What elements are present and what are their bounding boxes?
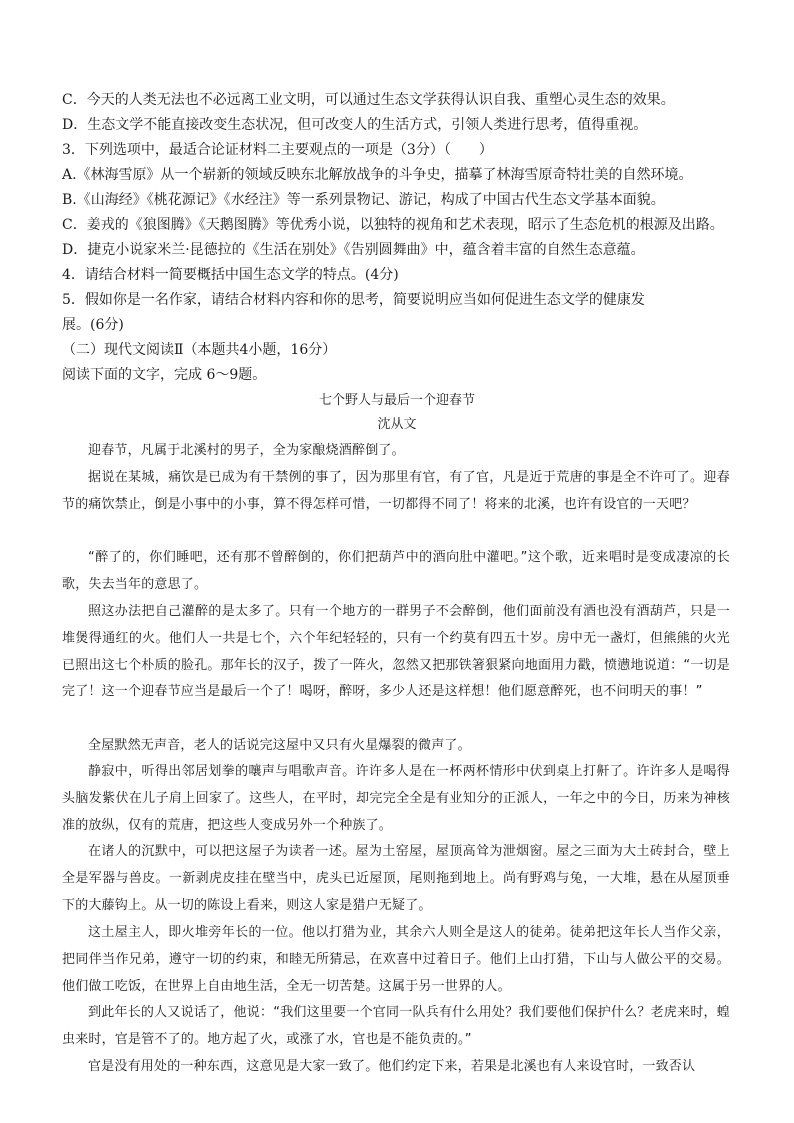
article-paragraph-4: 照这办法把自己灌醉的是太多了。只有一个地方的一群男子不会醉倒，他们面前没有酒也没有酒葫芦，只是一堆煲得通红的火。他们人一共是七个，六个年纪轻轻的，只有一个约莫有四五十岁。房中无一盏灯，但熊熊的火光已照出这七个朴质的脸孔。那年长的汉子，拨了一阵火，忽然又把那铁箸狠紧向地面用力戳，愤懑地说道：“一切是完了！这一个迎春节应当是最后一个了！喝呀，醉呀，多少人还是这样想！他们愿意醉死，也不问明天的事！”: [62, 604, 730, 700]
question-5-line-2: 展。(6分): [62, 317, 124, 333]
question-3-option-c: C．姜戎的《狼图腾》《天鹅图腾》等优秀小说，以独特的视角和艺术表现，昭示了生态危机的根源及出路。: [62, 217, 724, 233]
article-paragraph-10: 官是没有用处的一种东西，这意见是大家一致了。他们约定下来，若果是北溪也有人来设官时，一致否认: [88, 1059, 696, 1074]
article-paragraph-2: 据说在某城，痛饮是已成为有干禁例的事了，因为那里有官，有了官，凡是近于荒唐的事是全不许可了。迎春节的痛饮禁止，倒是小事中的小事，算不得怎样可惜，一切都得不同了！将来的北溪，也许有设官的一天吧？: [62, 470, 730, 512]
question-3-stem: 3．下列选项中，最适合论证材料二主要观点的一项是（3分）（ ）: [62, 142, 493, 158]
question-3-option-d: D．捷克小说家米兰·昆德拉的《生活在别处》《告别圆舞曲》中，蕴含着丰富的自然生态意蕴。: [62, 242, 645, 258]
question-3-option-a: A.《林海雪原》从一个崭新的领域反映东北解放战争的斗争史，描摹了林海雪原奇特壮美的自然环境。: [62, 167, 693, 183]
article-author: 沈从文: [377, 417, 417, 432]
article-paragraph-8: 这土屋主人，即火堆旁年长的一位。他以打猎为业，其余六人则全是这人的徒弟。徒弟把这年长人当作父亲，把同伴当作兄弟，遵守一切的约束，和睦无所猜忌，在欢喜中过着日子。他们上山打猎，下山与人做公平的交易。他们做工吃饭，在世界上自由地生活，全无一切苦楚。这属于另一世界的人。: [62, 925, 730, 994]
article-paragraph-6: 静寂中，听得出邻居划拳的嚷声与唱歌声音。许许多人是在一杯两杯情形中伏到桌上打鼾了。许许多人是喝得头脑发紫伏在儿子肩上回家了。这些人，在平时，却完完全全是有业知分的正派人，一年之中的今日，历来为神核准的放纵，仅有的荒唐，把这些人变成另外一个种族了。: [62, 764, 730, 833]
article-paragraph-3: “醉了的，你们睡吧，还有那不曾醉倒的，你们把葫芦中的酒向肚中灌吧。”这个歌，近来唱时是变成凄凉的长歌，失去当年的意思了。: [62, 550, 730, 592]
reading-instruction: 阅读下面的文字，完成 6～9题。: [62, 367, 267, 383]
article-paragraph-7: 在诸人的沉默中，可以把这屋子为读者一述。屋为土窑屋，屋顶高耸为泄烟窗。屋之三面为大土砖封合，壁上全是军器与兽皮。一新剥虎皮挂在壁当中，虎头已近屋顶，尾则拖到地上。尚有野鸡与兔，一大堆，悬在从屋顶垂下的大藤钩上。从一切的陈设上看来，则这人家是猎户无疑了。: [62, 844, 730, 913]
question-3-option-b: B.《山海经》《桃花源记》《水经注》等一系列景物记、游记，构成了中国古代生态文学基本面貌。: [62, 192, 665, 208]
article-title: 七个野人与最后一个迎春节: [318, 393, 475, 408]
option-d-prev: D．生态文学不能直接改变生态状况，但可改变人的生活方式，引领人类进行思考，值得重视。: [62, 117, 648, 133]
question-5-line-1: 5．假如你是一名作家，请结合材料内容和你的思考，简要说明应当如何促进生态文学的健康发: [62, 292, 645, 308]
article-paragraph-5: 全屋默然无声音，老人的话说完这屋中又只有火星爆裂的微声了。: [88, 738, 471, 753]
article-paragraph-1: 迎春节，凡属于北溪村的男子，全为家酿烧酒醉倒了。: [88, 443, 405, 458]
section-heading: （二）现代文阅读Ⅱ（本题共4小题，16分）: [62, 342, 337, 358]
option-c-prev: C．今天的人类无法也不必远离工业文明，可以通过生态文学获得认识自我、重塑心灵生态的效果。: [62, 92, 675, 108]
question-4: 4．请结合材料一简要概括中国生态文学的特点。(4分): [62, 267, 399, 283]
article-paragraph-9: 到此年长的人又说话了，他说：“我们这里要一个官同一队兵有什么用处？我们要他们保护什么？老虎来时，蝗虫来时，官是管不了的。地方起了火，或涨了水，官也是不能负责的。”: [62, 1005, 730, 1047]
